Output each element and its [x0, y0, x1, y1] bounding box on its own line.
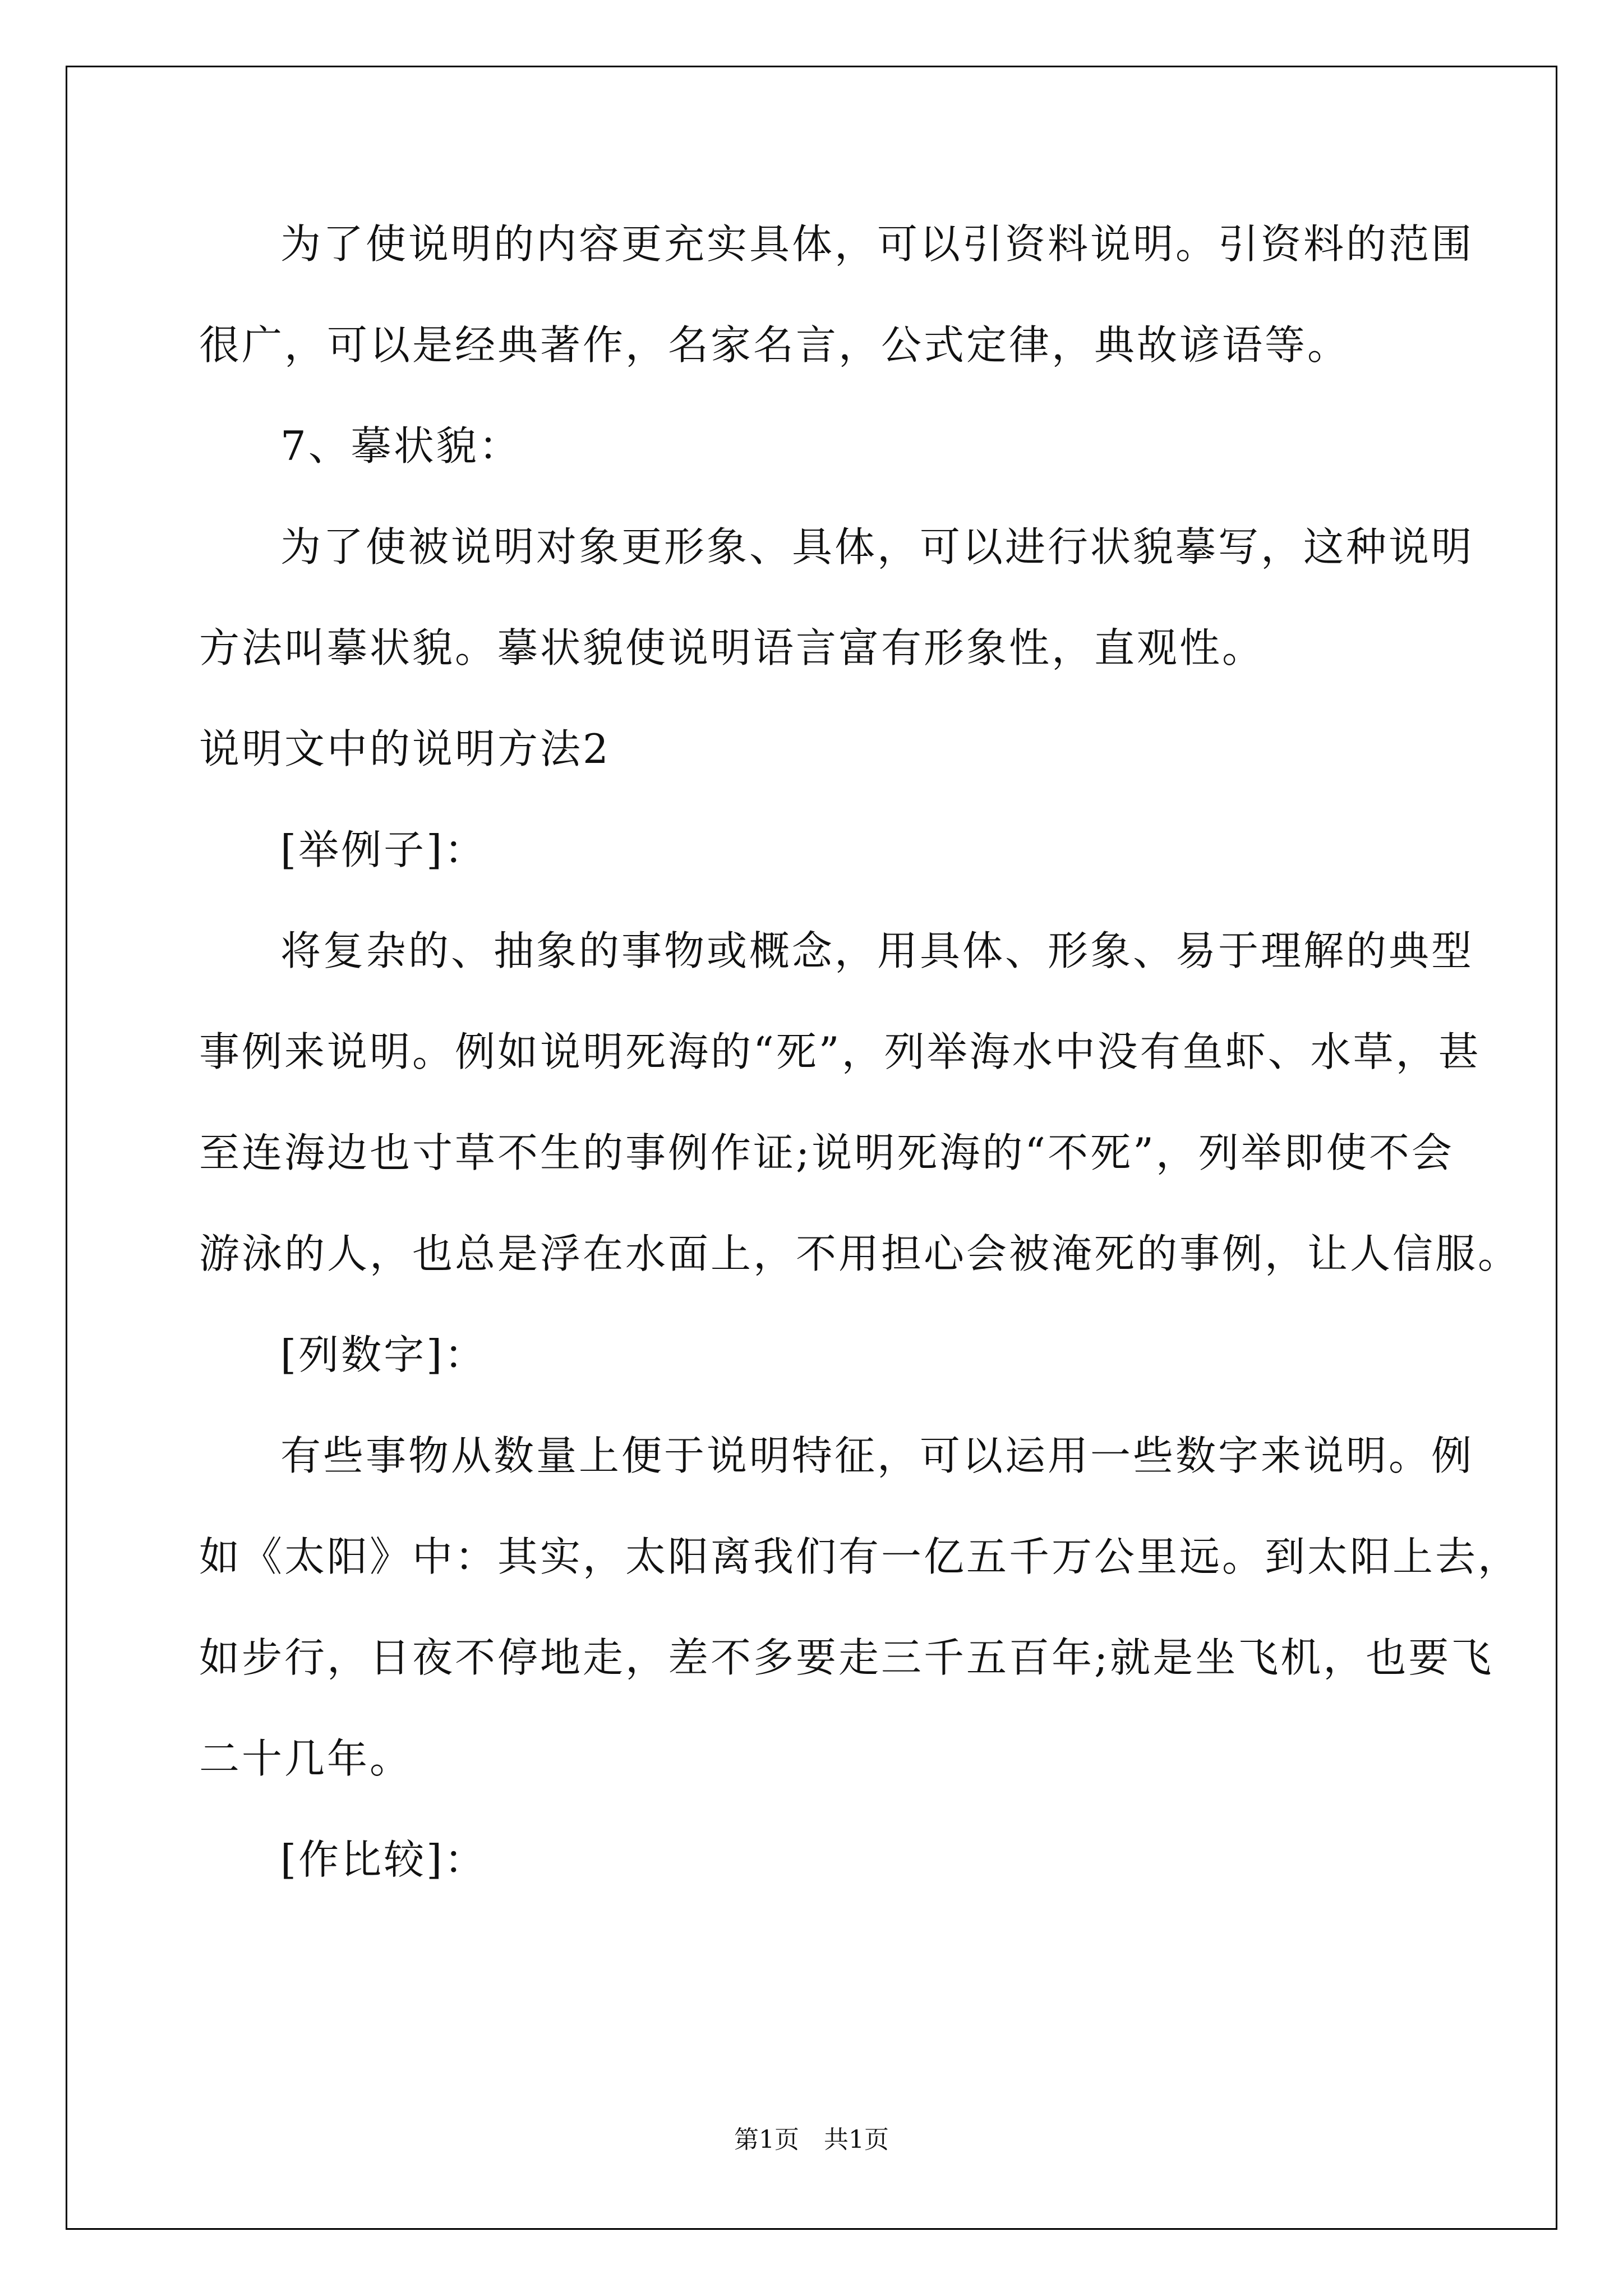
document-title: 说明文中的说明方法2 — [199, 725, 611, 772]
paragraph-line: 二十几年。 — [199, 1735, 413, 1782]
paragraph-line: 事例来说明。例如说明死海的“死”，列举海水中没有鱼虾、水草，甚 — [199, 1028, 1481, 1075]
section-heading: [作比较]： — [280, 1836, 487, 1883]
section-heading: [列数字]： — [280, 1331, 487, 1378]
section-heading: 7、摹状貌： — [280, 422, 522, 470]
paragraph-line: 有些事物从数量上便于说明特征，可以运用一些数字来说明。例 — [280, 1432, 1474, 1479]
section-heading: [举例子]： — [280, 826, 487, 873]
paragraph-line: 为了使被说明对象更形象、具体，可以进行状貌摹写，这种说明 — [280, 523, 1474, 570]
paragraph-line: 为了使说明的内容更充实具体，可以引资料说明。引资料的范围 — [280, 220, 1474, 268]
paragraph-line: 游泳的人，也总是浮在水面上，不用担心会被淹死的事例，让人信服。 — [199, 1230, 1521, 1277]
paragraph-line: 方法叫摹状貌。摹状貌使说明语言富有形象性，直观性。 — [199, 624, 1265, 671]
paragraph-line: 如《太阳》中：其实，太阳离我们有一亿五千万公里远。到太阳上去， — [199, 1533, 1521, 1580]
paragraph-line: 至连海边也寸草不生的事例作证;说明死海的“不死”，列举即使不会 — [199, 1129, 1454, 1176]
paragraph-line: 很广，可以是经典著作，名家名言，公式定律，典故谚语等。 — [199, 321, 1350, 369]
paragraph-line: 如步行，日夜不停地走，差不多要走三千五百年;就是坐飞机，也要飞 — [199, 1634, 1494, 1681]
page-footer: 第1页 共1页 — [734, 2125, 889, 2154]
paragraph-line: 将复杂的、抽象的事物或概念，用具体、形象、易于理解的典型 — [280, 927, 1474, 974]
